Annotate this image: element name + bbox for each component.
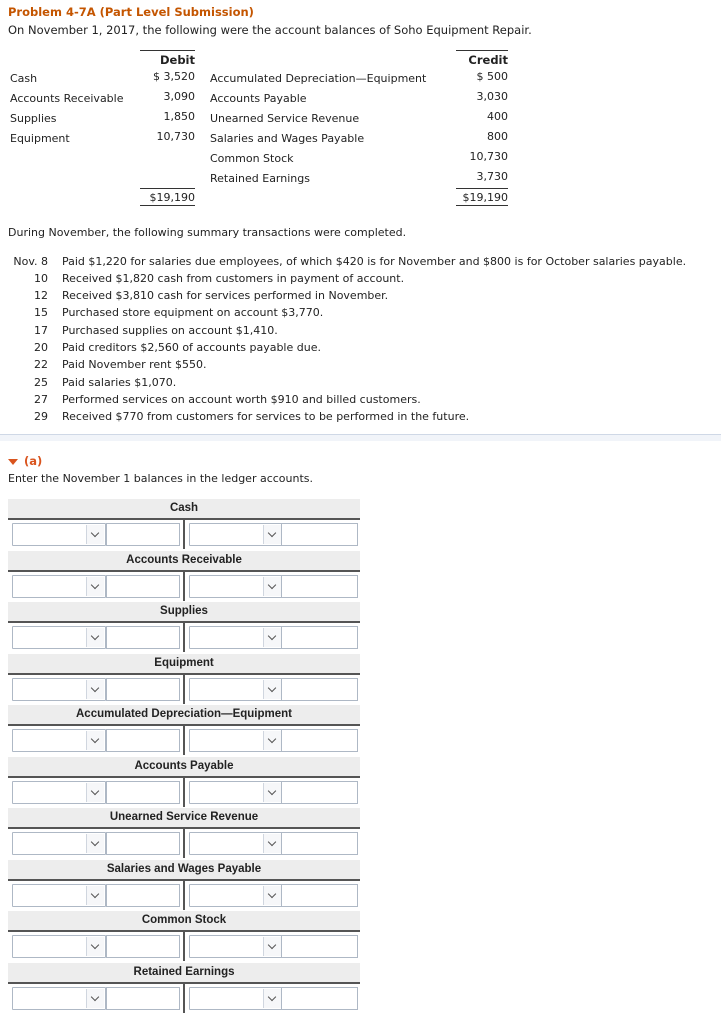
- t-account-divider: [183, 673, 185, 704]
- t-account-title: Salaries and Wages Payable: [8, 860, 360, 881]
- transaction-date: 22: [34, 358, 48, 371]
- t-account-title: Accumulated Depreciation—Equipment: [8, 705, 360, 726]
- t-account-title: Supplies: [8, 602, 360, 623]
- credit-amount-input[interactable]: [281, 678, 358, 701]
- credit-date-select[interactable]: [189, 729, 283, 752]
- t-account-title: Common Stock: [8, 911, 360, 932]
- credit-account-name: Retained Earnings: [210, 172, 310, 185]
- t-account-divider: [183, 982, 185, 1013]
- chevron-down-icon: [86, 525, 104, 544]
- credit-account-name: Accounts Payable: [210, 92, 307, 105]
- debit-amount-input[interactable]: [106, 626, 180, 649]
- credit-amount: 400: [487, 110, 508, 123]
- debit-date-select[interactable]: [12, 575, 106, 598]
- credit-amount-input[interactable]: [281, 935, 358, 958]
- credit-amount-input[interactable]: [281, 626, 358, 649]
- chevron-down-icon: [263, 989, 281, 1008]
- debit-account-name: Accounts Receivable: [10, 92, 124, 105]
- transaction-date: Nov. 8: [13, 255, 48, 268]
- credit-date-select[interactable]: [189, 884, 283, 907]
- chevron-down-icon: [86, 628, 104, 647]
- chevron-down-icon: [263, 937, 281, 956]
- debit-date-select[interactable]: [12, 884, 106, 907]
- credit-account-name: Accumulated Depreciation—Equipment: [210, 72, 427, 85]
- t-account-title: Accounts Receivable: [8, 551, 360, 572]
- part-a-instruction: Enter the November 1 balances in the ledger accounts.: [8, 472, 314, 485]
- debit-account-name: Supplies: [10, 112, 57, 125]
- debit-amount: $ 3,520: [153, 70, 195, 83]
- debit-date-select[interactable]: [12, 626, 106, 649]
- credit-total: $19,190: [456, 188, 508, 206]
- transaction-text: Purchased store equipment on account $3,770.: [62, 306, 324, 319]
- chevron-down-icon: [263, 834, 281, 853]
- t-account-divider: [183, 724, 185, 755]
- debit-date-select[interactable]: [12, 523, 106, 546]
- credit-date-select[interactable]: [189, 987, 283, 1010]
- transaction-text: Paid salaries $1,070.: [62, 376, 177, 389]
- transaction-date: 27: [34, 393, 48, 406]
- chevron-down-icon: [263, 680, 281, 699]
- debit-amount: 10,730: [156, 130, 195, 143]
- chevron-down-icon: [263, 886, 281, 905]
- debit-date-select[interactable]: [12, 832, 106, 855]
- transaction-text: Performed services on account worth $910 and billed customers.: [62, 393, 421, 406]
- t-account: [8, 911, 360, 955]
- t-account: [8, 808, 360, 852]
- debit-date-select[interactable]: [12, 678, 106, 701]
- t-account: [8, 602, 360, 646]
- credit-amount: 800: [487, 130, 508, 143]
- transaction-date: 15: [34, 306, 48, 319]
- chevron-down-icon: [86, 886, 104, 905]
- debit-amount: 3,090: [163, 90, 195, 103]
- transaction-date: 17: [34, 324, 48, 337]
- credit-date-select[interactable]: [189, 781, 283, 804]
- debit-account-name: Cash: [10, 72, 38, 85]
- chevron-down-icon: [86, 989, 104, 1008]
- credit-amount: 3,030: [476, 90, 508, 103]
- debit-total: $19,190: [140, 188, 195, 206]
- chevron-down-icon: [86, 834, 104, 853]
- problem-intro: On November 1, 2017, the following were the account balances of Soho Equipment Repair.: [8, 23, 532, 37]
- t-account-title: Cash: [8, 499, 360, 520]
- debit-amount-input[interactable]: [106, 729, 180, 752]
- credit-amount-input[interactable]: [281, 832, 358, 855]
- credit-date-select[interactable]: [189, 935, 283, 958]
- debit-account-name: Equipment: [10, 132, 70, 145]
- credit-amount-input[interactable]: [281, 523, 358, 546]
- t-account-divider: [183, 518, 185, 549]
- credit-date-select[interactable]: [189, 832, 283, 855]
- t-account-divider: [183, 827, 185, 858]
- debit-header: Debit: [140, 50, 195, 67]
- t-account-divider: [183, 930, 185, 961]
- chevron-down-icon: [86, 680, 104, 699]
- debit-date-select[interactable]: [12, 729, 106, 752]
- t-account-title: Equipment: [8, 654, 360, 675]
- debit-amount-input[interactable]: [106, 884, 180, 907]
- credit-amount-input[interactable]: [281, 781, 358, 804]
- t-account-divider: [183, 879, 185, 910]
- transaction-text: Paid creditors $2,560 of accounts payable due.: [62, 341, 321, 354]
- t-account-title: Unearned Service Revenue: [8, 808, 360, 829]
- caret-down-icon: [8, 459, 18, 465]
- transaction-date: 29: [34, 410, 48, 423]
- debit-amount-input[interactable]: [106, 935, 180, 958]
- debit-amount-input[interactable]: [106, 575, 180, 598]
- chevron-down-icon: [263, 731, 281, 750]
- t-account: [8, 551, 360, 595]
- debit-date-select[interactable]: [12, 935, 106, 958]
- t-account-divider: [183, 621, 185, 652]
- transaction-text: Purchased supplies on account $1,410.: [62, 324, 278, 337]
- credit-amount: 10,730: [469, 150, 508, 163]
- debit-date-select[interactable]: [12, 987, 106, 1010]
- transaction-date: 12: [34, 289, 48, 302]
- problem-title: Problem 4-7A (Part Level Submission): [8, 5, 254, 19]
- debit-date-select[interactable]: [12, 781, 106, 804]
- credit-amount-input[interactable]: [281, 987, 358, 1010]
- debit-amount-input[interactable]: [106, 832, 180, 855]
- transaction-text: Received $770 from customers for services to be performed in the future.: [62, 410, 470, 423]
- transaction-date: 20: [34, 341, 48, 354]
- t-account-divider: [183, 570, 185, 601]
- section-bar: [0, 435, 721, 441]
- credit-account-name: Unearned Service Revenue: [210, 112, 360, 125]
- t-account: [8, 654, 360, 698]
- credit-amount: 3,730: [476, 170, 508, 183]
- t-account: [8, 860, 360, 904]
- part-a-label: (a): [24, 454, 43, 468]
- transaction-text: Received $1,820 cash from customers in payment of account.: [62, 272, 405, 285]
- credit-account-name: Salaries and Wages Payable: [210, 132, 365, 145]
- credit-header: Credit: [456, 50, 508, 67]
- debit-amount-input[interactable]: [106, 678, 180, 701]
- credit-amount-input[interactable]: [281, 575, 358, 598]
- transaction-date: 25: [34, 376, 48, 389]
- credit-amount-input[interactable]: [281, 884, 358, 907]
- chevron-down-icon: [263, 783, 281, 802]
- chevron-down-icon: [263, 628, 281, 647]
- t-account-title: Retained Earnings: [8, 963, 360, 984]
- t-account: [8, 705, 360, 749]
- t-account: [8, 963, 360, 1007]
- debit-amount-input[interactable]: [106, 523, 180, 546]
- credit-amount-input[interactable]: [281, 729, 358, 752]
- t-account-title: Accounts Payable: [8, 757, 360, 778]
- chevron-down-icon: [86, 937, 104, 956]
- t-account: [8, 757, 360, 801]
- credit-date-select[interactable]: [189, 626, 283, 649]
- chevron-down-icon: [86, 783, 104, 802]
- debit-amount-input[interactable]: [106, 987, 180, 1010]
- transaction-text: Received $3,810 cash for services performed in November.: [62, 289, 389, 302]
- credit-date-select[interactable]: [189, 678, 283, 701]
- part-a-toggle[interactable]: [8, 454, 42, 468]
- transaction-text: Paid $1,220 for salaries due employees, of which $420 is for November and $800 is for October salaries payable.: [62, 255, 687, 268]
- credit-date-select[interactable]: [189, 523, 283, 546]
- transaction-text: Paid November rent $550.: [62, 358, 207, 371]
- chevron-down-icon: [263, 577, 281, 596]
- chevron-down-icon: [86, 577, 104, 596]
- t-account-divider: [183, 776, 185, 807]
- t-account: [8, 499, 360, 543]
- transaction-date: 10: [34, 272, 48, 285]
- credit-date-select[interactable]: [189, 575, 283, 598]
- transactions-intro: During November, the following summary transactions were completed.: [8, 226, 407, 239]
- debit-amount: 1,850: [163, 110, 195, 123]
- credit-amount: $ 500: [476, 70, 508, 83]
- chevron-down-icon: [86, 731, 104, 750]
- credit-account-name: Common Stock: [210, 152, 294, 165]
- debit-amount-input[interactable]: [106, 781, 180, 804]
- chevron-down-icon: [263, 525, 281, 544]
